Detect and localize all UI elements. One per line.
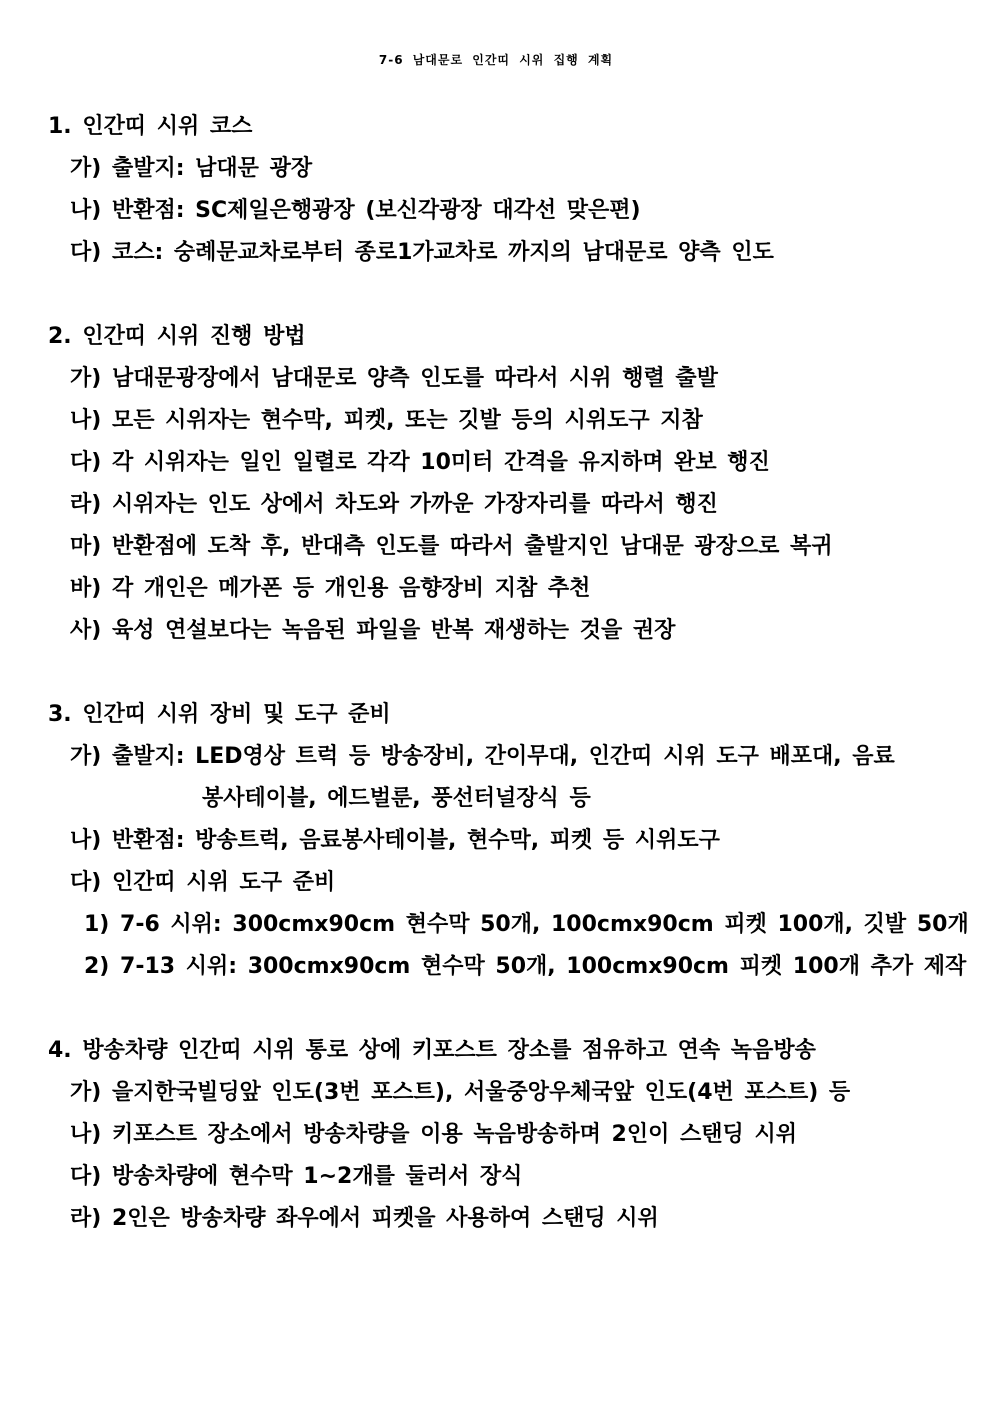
section-heading: 4. 방송차량 인간띠 시위 통로 상에 키포스트 장소를 점유하고 연속 녹음방송 [48, 1038, 816, 1063]
list-item: 사) 육성 연설보다는 녹음된 파일을 반복 재생하는 것을 권장 [70, 618, 676, 643]
list-item: 가) 남대문광장에서 남대문로 양측 인도를 따라서 시위 행렬 출발 [70, 366, 718, 391]
list-item: 나) 반환점: 방송트럭, 음료봉사테이블, 현수막, 피켓 등 시위도구 [70, 828, 720, 853]
sub-list-item: 2) 7-13 시위: 300cmx90cm 현수막 50개, 100cmx90cm 피켓 100개 추가 제작 [84, 954, 967, 979]
list-item: 나) 키포스트 장소에서 방송차량을 이용 녹음방송하며 2인이 스탠딩 시위 [70, 1122, 797, 1147]
list-item-continuation: 봉사테이블, 에드벌룬, 풍선터널장식 등 [202, 786, 591, 811]
list-item: 가) 을지한국빌딩앞 인도(3번 포스트), 서울중앙우체국앞 인도(4번 포스트) 등 [70, 1080, 851, 1105]
list-item: 라) 2인은 방송차량 좌우에서 피켓을 사용하여 스탠딩 시위 [70, 1206, 659, 1231]
list-item: 마) 반환점에 도착 후, 반대측 인도를 따라서 출발지인 남대문 광장으로 복귀 [70, 534, 833, 559]
list-item: 다) 방송차량에 현수막 1~2개를 둘러서 장식 [70, 1164, 523, 1189]
list-item: 바) 각 개인은 메가폰 등 개인용 음향장비 지참 추천 [70, 576, 591, 601]
list-item: 나) 반환점: SC제일은행광장 (보신각광장 대각선 맞은편) [70, 198, 641, 223]
section-heading: 3. 인간띠 시위 장비 및 도구 준비 [48, 702, 391, 727]
list-item: 다) 인간띠 시위 도구 준비 [70, 870, 336, 895]
sub-list-item: 1) 7-6 시위: 300cmx90cm 현수막 50개, 100cmx90cm 피켓 100개, 깃발 50개 [84, 912, 969, 937]
list-item: 나) 모든 시위자는 현수막, 피켓, 또는 깃발 등의 시위도구 지참 [70, 408, 703, 433]
section-heading: 1. 인간띠 시위 코스 [48, 114, 253, 139]
section-heading: 2. 인간띠 시위 진행 방법 [48, 324, 306, 349]
document-title: 7-6 남대문로 인간띠 시위 집행 계획 [378, 53, 614, 67]
list-item: 다) 코스: 숭례문교차로부터 종로1가교차로 까지의 남대문로 양측 인도 [70, 240, 774, 265]
list-item: 다) 각 시위자는 일인 일렬로 각각 10미터 간격을 유지하며 완보 행진 [70, 450, 770, 475]
list-item: 가) 출발지: 남대문 광장 [70, 156, 313, 181]
list-item: 라) 시위자는 인도 상에서 차도와 가까운 가장자리를 따라서 행진 [70, 492, 718, 517]
list-item: 가) 출발지: LED영상 트럭 등 방송장비, 간이무대, 인간띠 시위 도구 배포대, 음료 [70, 744, 895, 769]
